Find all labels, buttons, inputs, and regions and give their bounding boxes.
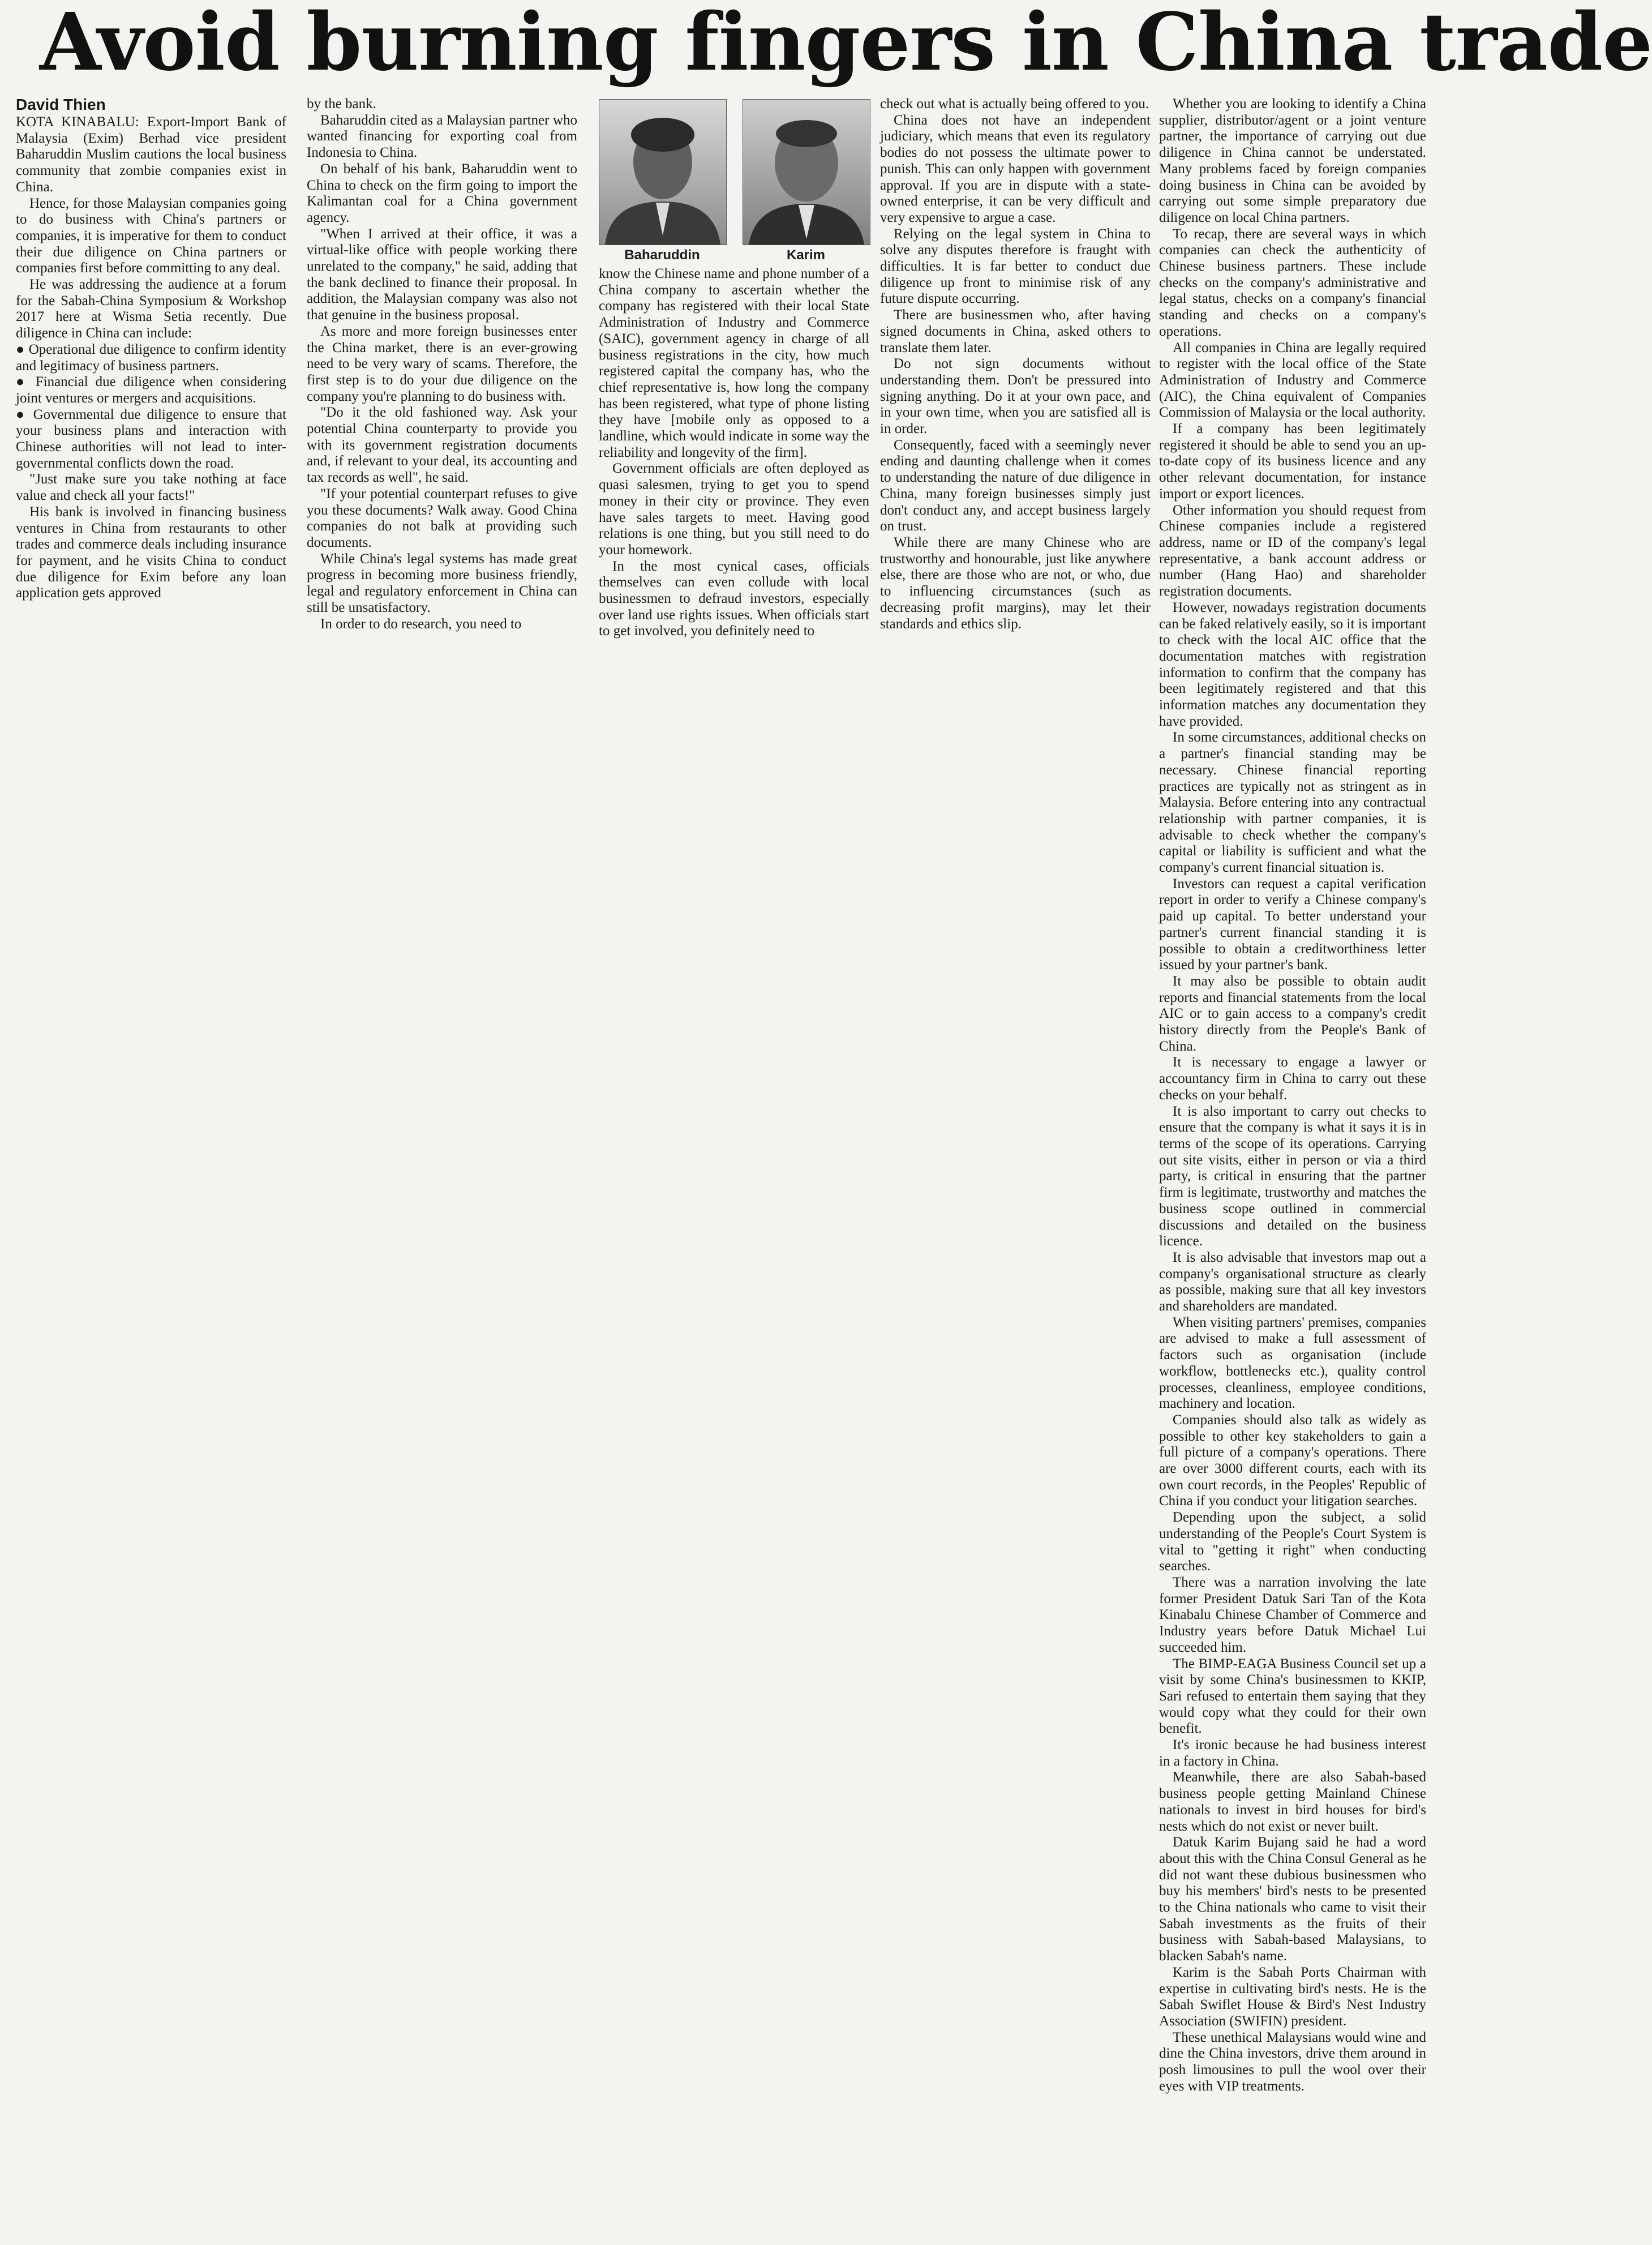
paragraph: As more and more foreign businesses enter the China market, there is an ever-growing need to be very wary of scams. Therefore, the first step is to do your due diligence on the company you're planning to do business with. (307, 323, 577, 404)
paragraph: Consequently, faced with a seemingly never ending and daunting challenge when it comes to understanding the nature of due diligence in China, many foreign businesses simply just don't conduct any, and accept business largely on trust. (880, 437, 1151, 534)
paragraph: It may also be possible to obtain audit reports and financial statements from the local AIC or to gain access to a company's credit history directly from the People's Bank of China. (1159, 973, 1426, 1054)
column-3 (599, 266, 869, 668)
photo-baharuddin (599, 99, 727, 245)
paragraph: On behalf of his bank, Baharuddin went to China to check on the firm going to import the Kalimantan coal for a China government agency. (307, 161, 577, 225)
paragraph: "When I arrived at their office, it was a virtual-like office with people working there unrelated to the company," he said, adding that the bank declined to finance their proposal. In addition, the Malaysian company was also not that genuine in the business proposal. (307, 226, 577, 323)
paragraph: check out what is actually being offered to you. (880, 96, 1149, 112)
paragraph: However, nowadays registration documents can be faked relatively easily, so it is important to check with the local AIC office that the documentation matches with registration information to confirm that the company has been legitimately registered and that this information matches any documentation they have provided. (1159, 599, 1426, 729)
paragraph: Whether you are looking to identify a China supplier, distributor/agent or a joint venture partner, the importance of carrying out due diligence in China cannot be understated. Many problems faced by foreign companies doing business in China can be avoided by carrying out some simple preparatory due diligence on local China partners. (1159, 96, 1426, 225)
paragraph: Datuk Karim Bujang said he had a word about this with the China Consul General as he did not want these dubious businessmen who buy his members' bird's nests to be presented to the China nationals who came to visit their Sabah investments as the fruits of their business with Sabah-based Malaysians, to blacken Sabah's name. (1159, 1835, 1426, 1964)
paragraph: know the Chinese name and phone number of a China company to ascertain whether the company has registered with their local State Administration of Industry and Commerce (SAIC), government agency in charge of all business registrations in the city, how much registered capital the company has, who the chief representative is, how long the company has been registered, what type of phone listing they have [mobile only as opposed to a landline, which would indicate in some way the reliability and longevity of the firm]. (599, 266, 869, 460)
paragraph: Depending upon the subject, a solid understanding of the People's Court System is vital to "getting it right" when conducting searches. (1159, 1510, 1426, 1574)
headline: Avoid burning fingers in China trade (40, 0, 1652, 89)
paragraph: His bank is involved in financing business ventures in China from restaurants to other trades and commerce deals including insurance for payment, and he visits China to conduct due diligence for Exim before any loan application gets approved (16, 504, 286, 601)
paragraph: He was addressing the audience at a forum for the Sabah-China Symposium & Workshop 2017 here at Wisma Setia recently. Due diligence in China can include: (16, 277, 286, 341)
column-5 (1159, 96, 1426, 2236)
portrait-silhouette-icon (599, 100, 726, 245)
paragraph: If a company has been legitimately registered it should be able to send you an up-to-date copy of its business licence and any other relevant documentation, for instance import or export licences. (1159, 421, 1426, 502)
paragraph: Baharuddin cited as a Malaysian partner who wanted financing for exporting coal from Indonesia to China. (307, 112, 577, 161)
paragraph: Other information you should request from Chinese companies include a registered address, name or ID of the company's legal representative, a bank account address or number (Hang Hao) and shareholder registration documents. (1159, 502, 1426, 599)
paragraph: To recap, there are several ways in which companies can check the authenticity of Chinese business partners. These include checks on the company's administrative and legal status, checks on a company's financial standing and checks on a company's operations. (1159, 226, 1426, 339)
photo-caption: Baharuddin (624, 247, 700, 263)
bullet-item: ● Operational due diligence to confirm identity and legitimacy of business partners. (16, 341, 286, 374)
paragraph: Hence, for those Malaysian companies going to do business with China's partners or companies, it is imperative for them to conduct their due diligence on China partners or companies first before committing to any deal. (16, 195, 286, 276)
paragraph: All companies in China are legally required to register with the local office of the State Administration of Industry and Commerce (AIC), the China equivalent of Companies Commission of Malaysia or the local authority. (1159, 340, 1426, 421)
photo-caption: Karim (786, 247, 826, 263)
paragraph: It is also important to carry out checks to ensure that the company is what it says it is in terms of the scope of its operations. Carrying out site visits, either in person or via a third party, is critical in ensuring that the partner firm is legitimate, trustworthy and matches the business scope outlined in commercial discussions and detailed on the business licence. (1159, 1103, 1426, 1249)
paragraph: It is necessary to engage a lawyer or accountancy firm in China to carry out these checks on your behalf. (1159, 1055, 1426, 1103)
column-1 (16, 96, 286, 668)
paragraph: Do not sign documents without understanding them. Don't be pressured into signing anything. Do it at your own pace, and in your own time, when you are satisfied all is in order. (880, 356, 1151, 437)
bullet-item: ● Governmental due diligence to ensure that your business plans and interaction with Chinese authorities will not lead to inter-governmental conflicts down the road. (16, 406, 286, 471)
paragraph: "If your potential counterpart refuses to give you these documents? Walk away. Good China companies do not balk at providing such documents. (307, 486, 577, 550)
paragraph: "Do it the old fashioned way. Ask your potential China counterparty to provide you with its government registration documents and, if relevant to your deal, its accounting and tax records as well", he said. (307, 405, 577, 486)
paragraph: It is also advisable that investors map out a company's organisational structure as clearly as possible, making sure that all key investors and shareholders are mandated. (1159, 1249, 1426, 1314)
paragraph: Companies should also talk as widely as possible to other key stakeholders to gain a full picture of a company's operations. There are over 3000 different courts, each with its own court records, in the Peoples' Republic of China if you conduct your litigation searches. (1159, 1412, 1426, 1509)
photo-block (599, 99, 869, 269)
paragraph: When visiting partners' premises, companies are advised to make a full assessment of factors such as organisation (include workflow, bottlenecks etc.), quality control processes, cleanliness, employee conditions, machinery and location. (1159, 1314, 1426, 1412)
paragraph: The BIMP-EAGA Business Council set up a visit by some China's businessmen to KKIP, Sari refused to entertain them saying that they would copy what they could for their own benefit. (1159, 1656, 1426, 1737)
paragraph: Relying on the legal system in China to solve any disputes therefore is fraught with difficulties. It is far better to conduct due diligence up front to minimise risk of any future dispute occurring. (880, 226, 1151, 307)
paragraph: These unethical Malaysians would wine and dine the China investors, drive them around in posh limousines to pull the wool over their eyes with VIP treatments. (1159, 2029, 1426, 2094)
paragraph: While there are many Chinese who are trustworthy and honourable, just like anywhere else, there are those who are not, or who, due to influencing circumstances (such as decreasing profit margins), may let their standards and ethics slip. (880, 534, 1151, 632)
paragraph: It's ironic because he had business interest in a factory in China. (1159, 1737, 1426, 1769)
paragraph: There are businessmen who, after having signed documents in China, asked others to translate them later. (880, 307, 1151, 355)
byline: David Thien (16, 96, 106, 113)
paragraph: KOTA KINABALU: Export-Import Bank of Malaysia (Exim) Berhad vice president Baharuddin Muslim cautions the local business community that zombie companies exist in China. (16, 114, 286, 195)
paragraph: There was a narration involving the late former President Datuk Sari Tan of the Kota Kinabalu Chinese Chamber of Commerce and Industry years before Datuk Michael Lui succeeded him. (1159, 1574, 1426, 1655)
paragraph: In order to do research, you need to (320, 616, 522, 632)
photo-karim (743, 99, 870, 245)
column-2 (307, 96, 577, 668)
paragraph: Investors can request a capital verification report in order to verify a Chinese company's paid up capital. To better understand your partner's current financial standing it is possible to obtain a creditworthiness letter issued by your partner's bank. (1159, 876, 1426, 973)
portrait-silhouette-icon (743, 100, 870, 245)
paragraph: In some circumstances, additional checks on a partner's financial standing may be necessary. Chinese financial reporting practices are typically not as stringent as in Malaysia. Before entering into any contractual relationship with partner companies, it is advisable to check whether the company's capital or liability is sufficient and what the company's current financial situation is. (1159, 730, 1426, 876)
column-4 (880, 96, 1151, 668)
paragraph: While China's legal systems has made great progress in becoming more business friendly, legal and regulatory enforcement in China can still be unsatisfactory. (307, 551, 577, 615)
paragraph: Meanwhile, there are also Sabah-based business people getting Mainland Chinese nationals to invest in bird houses for bird's nests which do not exist or never built. (1159, 1770, 1426, 1834)
paragraph: In the most cynical cases, officials themselves can even collude with local businessmen to defraud investors, especially over land use rights issues. When officials start to get involved, you definitely need to (599, 558, 869, 639)
bullet-item: ● Financial due diligence when considering joint ventures or mergers and acquisitions. (16, 374, 286, 406)
paragraph: China does not have an independent judiciary, which means that even its regulatory bodies do not possess the ultimate power to punish. This can only happen with government approval. If you are in dispute with a state-owned enterprise, it can be very difficult and very expensive to argue a case. (880, 112, 1151, 225)
paragraph: Karim is the Sabah Ports Chairman with expertise in cultivating bird's nests. He is the Sabah Swiflet House & Bird's Nest Industry Association (SWIFIN) president. (1159, 1964, 1426, 2029)
paragraph: "Just make sure you take nothing at face value and check all your facts!" (16, 472, 286, 504)
paragraph: Government officials are often deployed as quasi salesmen, trying to get you to spend money in their city or province. They even have sales targets to meet. Having good relations is one thing, but you still need to do your homework. (599, 461, 869, 558)
paragraph: by the bank. (307, 96, 376, 112)
